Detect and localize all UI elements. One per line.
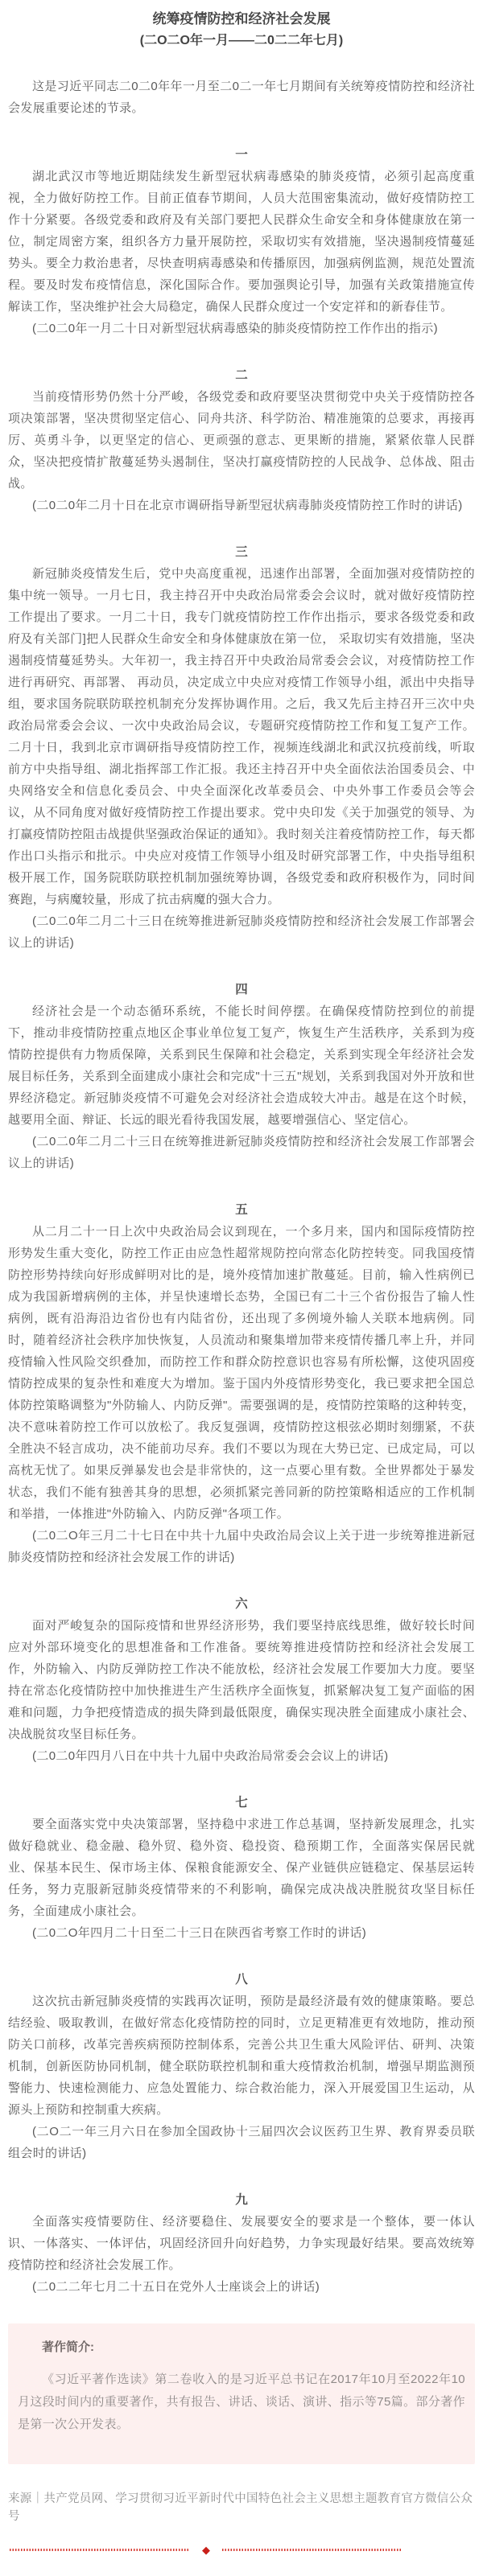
section-citation: (二0二0年一月二十日对新型冠状病毒感染的肺炎疫情防控工作作出的指示) <box>32 322 438 335</box>
section-citation: (二0二0年二月二十三日在统筹推进新冠肺炎疫情防控和经济社会发展工作部署会议上的讲话) <box>8 914 475 950</box>
section-paragraph: 经济社会是一个动态循环系统，不能长时间停摆。在确保疫情防控到位的前提下，推动非疫情防控重点地区企事业单位复工复产，恢复生产生活秩序，关系到为疫情防控提供有力物质保障，关系到民生保障和社会稳定，关系到实现全年经济社会发展目标任务，关系到全面建成小康社会和完成"十三五"规划，关系到我国对外开放和世界经济稳定。新冠肺炎疫情不可避免会对经济社会造成较大冲击。越是在这个时候，越要用全面、辩证、长远的眼光看待我国发展，越要增强信心、坚定信心。 <box>8 1005 475 1127</box>
section-number: 二 <box>235 368 248 382</box>
title-block <box>8 8 475 51</box>
section-paragraph: 湖北武汉市等地近期陆续发生新型冠状病毒感染的肺炎疫情，必须引起高度重视，全力做好防控工作。目前正值春节期间，人员大范围密集流动，做好疫情防控工作十分紧要。各级党委和政府及有关部门要把人民群众生命安全和身体健康放在第一位，制定周密方案，组织各方力量开展防控，采取切实有效措施，坚决遏制疫情蔓延势头。要全力救治患者，尽快查明病毒感染和传播原因，加强病例监测，规范处置流程。要及时发布疫情信息，深化国际合作。要加强舆论引导，加强有关政策措施宣传解读工作，坚决维护社会大局稳定，确保人民群众度过一个安定祥和的新春佳节。 <box>8 170 475 314</box>
footer-divider <box>10 2545 402 2555</box>
section-paragraph: 新冠肺炎疫情发生后，党中央高度重视，迅速作出部署，全面加强对疫情防控的集中统一领导。一月七日，我主持召开中央政治局常委会会议时，就对做好疫情防控工作提出了要求。一月二十日，我专门就疫情防控工作作出指示，要求各级党委和政府及有关部门]把人民群众生命安全和身体健康放在第一位， 采取切实有效措施，坚决遏制疫情蔓延势头。大年初一，我主持召开中央政治局常委会会议，对疫情防控工作进行再研究、再部署、 再动员，决定成立中央应对疫情工作领导小组，派出中央指导组，要求国务院联防联控机制充分发挥协调作用。之后，我又先后主持召开三次中央政治局常委会会议、一次中央政治局会议，专题研究疫情防控工作和复工复产工作。二月十日，我到北京市调研指导疫情防控工作，视频连线湖北和武汉抗疫前线，听取前方中央指导组、湖北指挥部工作汇报。我还主持召开中央全面依法治国委员会、中央网络安全和信息化委员会、中央全面深化改革委员会、中央外事工作委员会等会议，从不同角度对做好疫情防控工作提出要求。党中央印发《关于加强党的领导、为打赢疫情防控阻击战提供坚强政治保证的通知》。我时刻关注着疫情防控工作，每天都作出口头指示和批示。中央应对疫情工作领导小组及时研究部署工作，中央指导组积极开展工作，国务院联防联控机制加强统筹协调，各级党委和政府积极作为，同时间赛跑，与病魔较量，形成了抗击病魔的强大合力。 <box>8 567 475 906</box>
divider-dotted-line-left <box>10 2549 190 2551</box>
section-number: 八 <box>235 1973 248 1986</box>
article-date-range: (二O二O年一月——二0二二年七月) <box>139 34 344 47</box>
book-intro-text: 《习近平著作选读》第二卷收入的是习近平总书记在2017年10月至2022年10月这段时间内的重要著作，共有报告、讲话、谈话、演讲、指示等75篇。部分著作是第一次公开发表。 <box>18 2373 465 2431</box>
section-paragraph: 面对严峻复杂的国际疫情和世界经济形势，我们要坚持底线思维，做好较长时间应对外部环境变化的思想准备和工作准备。要统筹推进疫情防控和经济社会发展工作，外防输入、内防反弹防控工作决不能放松，经济社会发展工作要加大力度。要坚持在常态化疫情防控中加快推进生产生活秩序全面恢复，抓紧解决复工复产面临的困难和问题，力争把疫情造成的损失降到最低限度，确保实现决胜全面建成小康社会、决战脱贫攻坚目标任务。 <box>8 1619 475 1741</box>
section-paragraph: 全面落实疫情要防住、经济要稳住、发展要安全的要求是一个整体，要一体认识、一体落实、一体评估，巩固经济回升向好趋势，力争实现最好结果。要高效统筹疫情防控和经济社会发展工作。 <box>8 2215 475 2272</box>
divider-dotted-line-right <box>222 2549 402 2551</box>
section-number: 七 <box>235 1796 248 1810</box>
section-number: 六 <box>235 1597 248 1611</box>
diamond-icon: ◆ <box>202 2544 210 2556</box>
section-number: 五 <box>235 1203 248 1217</box>
section-citation: (二0二0年四月八日在中共十九届中央政治局常委会会议上的讲话) <box>32 1749 389 1763</box>
section-citation: (二0二O年四月二十日至二十三日在陕西省考察工作时的讲话) <box>32 1926 367 1940</box>
section-number: 一 <box>235 148 248 162</box>
section-paragraph: 要全面落实党中央决策部署，坚持稳中求进工作总基调，坚持新发展理念，扎实做好稳就业、稳金融、稳外贸、稳外资、稳投资、稳预期工作，全面落实保居民就业、保基本民生、保市场主体、保粮食能源安全、保产业链供应链稳定、保基层运转任务，努力克服新冠肺炎疫情带来的不利影响，确保完成决战决胜脱贫攻坚目标任务，全面建成小康社会。 <box>8 1818 475 1918</box>
section-paragraph: 从二月二十一日上次中央政治局会议到现在，一个多月来，国内和国际疫情防控形势发生重大变化，防控工作正由应急性超常规防控向常态化防控转变。同我国疫情防控形势持续向好形成鲜明对比的是，境外疫情加速扩散蔓延。目前，输入性病例已成为我国新增病例的主体，并呈快速增长态势，全国已有二十三个省份报告了输人性病例，既有沿海沿边省份也有内陆省份，还出现了多例境外输人关联本地病例。同时，随着经济社会秩序加快恢复，人员流动和聚集增加带来疫情传播几率上升，并同疫情输入性风险交织叠加，而防控工作和群众防控意识也容易有所松懈，这使巩固疫情防控成果的复杂性和难度大为增加。鉴于国内外疫情形势变化，我已要求把全国总体防控策略调整为"外防输人、内防反弹"。需要强调的是，疫情防控策略的这种转变，决不意味着防控工作可以放松了。我反复强调，疫情防控这根弦必期时刻绷紧，不获全胜决不轻言成功，决不能前功尽弃。我们不要以为现在大势已定、已成定局，可以高枕无忧了。如果反弹暴发也会是非常快的，这一点要心里有数。全世界都处于暴发状态，我们不能有独善其身的思想，必须抓紧完善同新的防控策略相适应的工作机制和举措，一体推进"外防输入、内防反弹"各项工作。 <box>8 1225 475 1521</box>
source-line: 来源｜共产党员网、学习贯彻习近平新时代中国特色社会主义思想主题教育官方微信公众号 <box>8 2492 473 2523</box>
section-citation: (二0二O年三月二十七日在中共十九届中央政治局会议上关于进一步统筹推进新冠肺炎疫情防控和经济社会发展工作的讲话) <box>8 1529 475 1564</box>
section-citation: (二0二0年二月二十三日在统筹推进新冠肺炎疫情防控和经济社会发展工作部署会议上的讲话) <box>8 1135 475 1170</box>
section-citation: (二0二二年七月二十五日在党外人士座谈会上的讲话) <box>32 2280 320 2294</box>
section-number: 三 <box>235 545 248 559</box>
section-paragraph: 这次抗击新冠肺炎疫情的实践再次证明，预防是最经济最有效的健康策略。要总结经验、吸取教训，在做好常态化疫情防控的同时，立足更精准更有效地防，推动预防关口前移，改革完善疾病预防控制体系，完善公共卫生重大风险评估、研判、决策机制，创新医防协同机制，健全联防联控机制和重大疫情救治机制，增强早期监测预警能力、快速检测能力、应急处置能力、综合救治能力，深入开展爱国卫生运动，从源头上预防和控制重大疾病。 <box>8 1995 475 2117</box>
page-title: 统筹疫情防控和经济社会发展 <box>152 11 331 27</box>
section-citation: (二0二0年二月十日在北京市调研指导新型冠状病毒肺炎疫情防控工作时的讲话) <box>32 499 463 512</box>
section-number: 九 <box>235 2193 248 2207</box>
section-paragraph: 当前疫情形势仍然十分严峻，各级党委和政府要坚决贯彻党中央关于疫情防控各项决策部署，坚决贯彻坚定信心、同舟共济、科学防治、精准施策的总要求，再接再厉、英勇斗争，以更坚定的信心、更顽强的意志、更果断的措施，紧紧依靠人民群众，坚决把疫情扩散蔓延势头遏制住，坚决打赢疫情防控的人民战争、总体战、阻击战。 <box>8 390 475 491</box>
book-intro-heading: 著作简介: <box>42 2340 94 2354</box>
book-intro-box <box>8 2323 475 2464</box>
intro-paragraph: 这是习近平同志二0二0年年一月至二0二一年七月期间有关统筹疫情防控和经济社会发展重要论述的节录。 <box>8 80 475 115</box>
section-citation: (二O二一年三月六日在参加全国政协十三届四次会议医药卫生界、教育界委员联组会时的讲话) <box>8 2125 475 2160</box>
section-number: 四 <box>235 983 248 996</box>
sections-container <box>8 144 475 2298</box>
